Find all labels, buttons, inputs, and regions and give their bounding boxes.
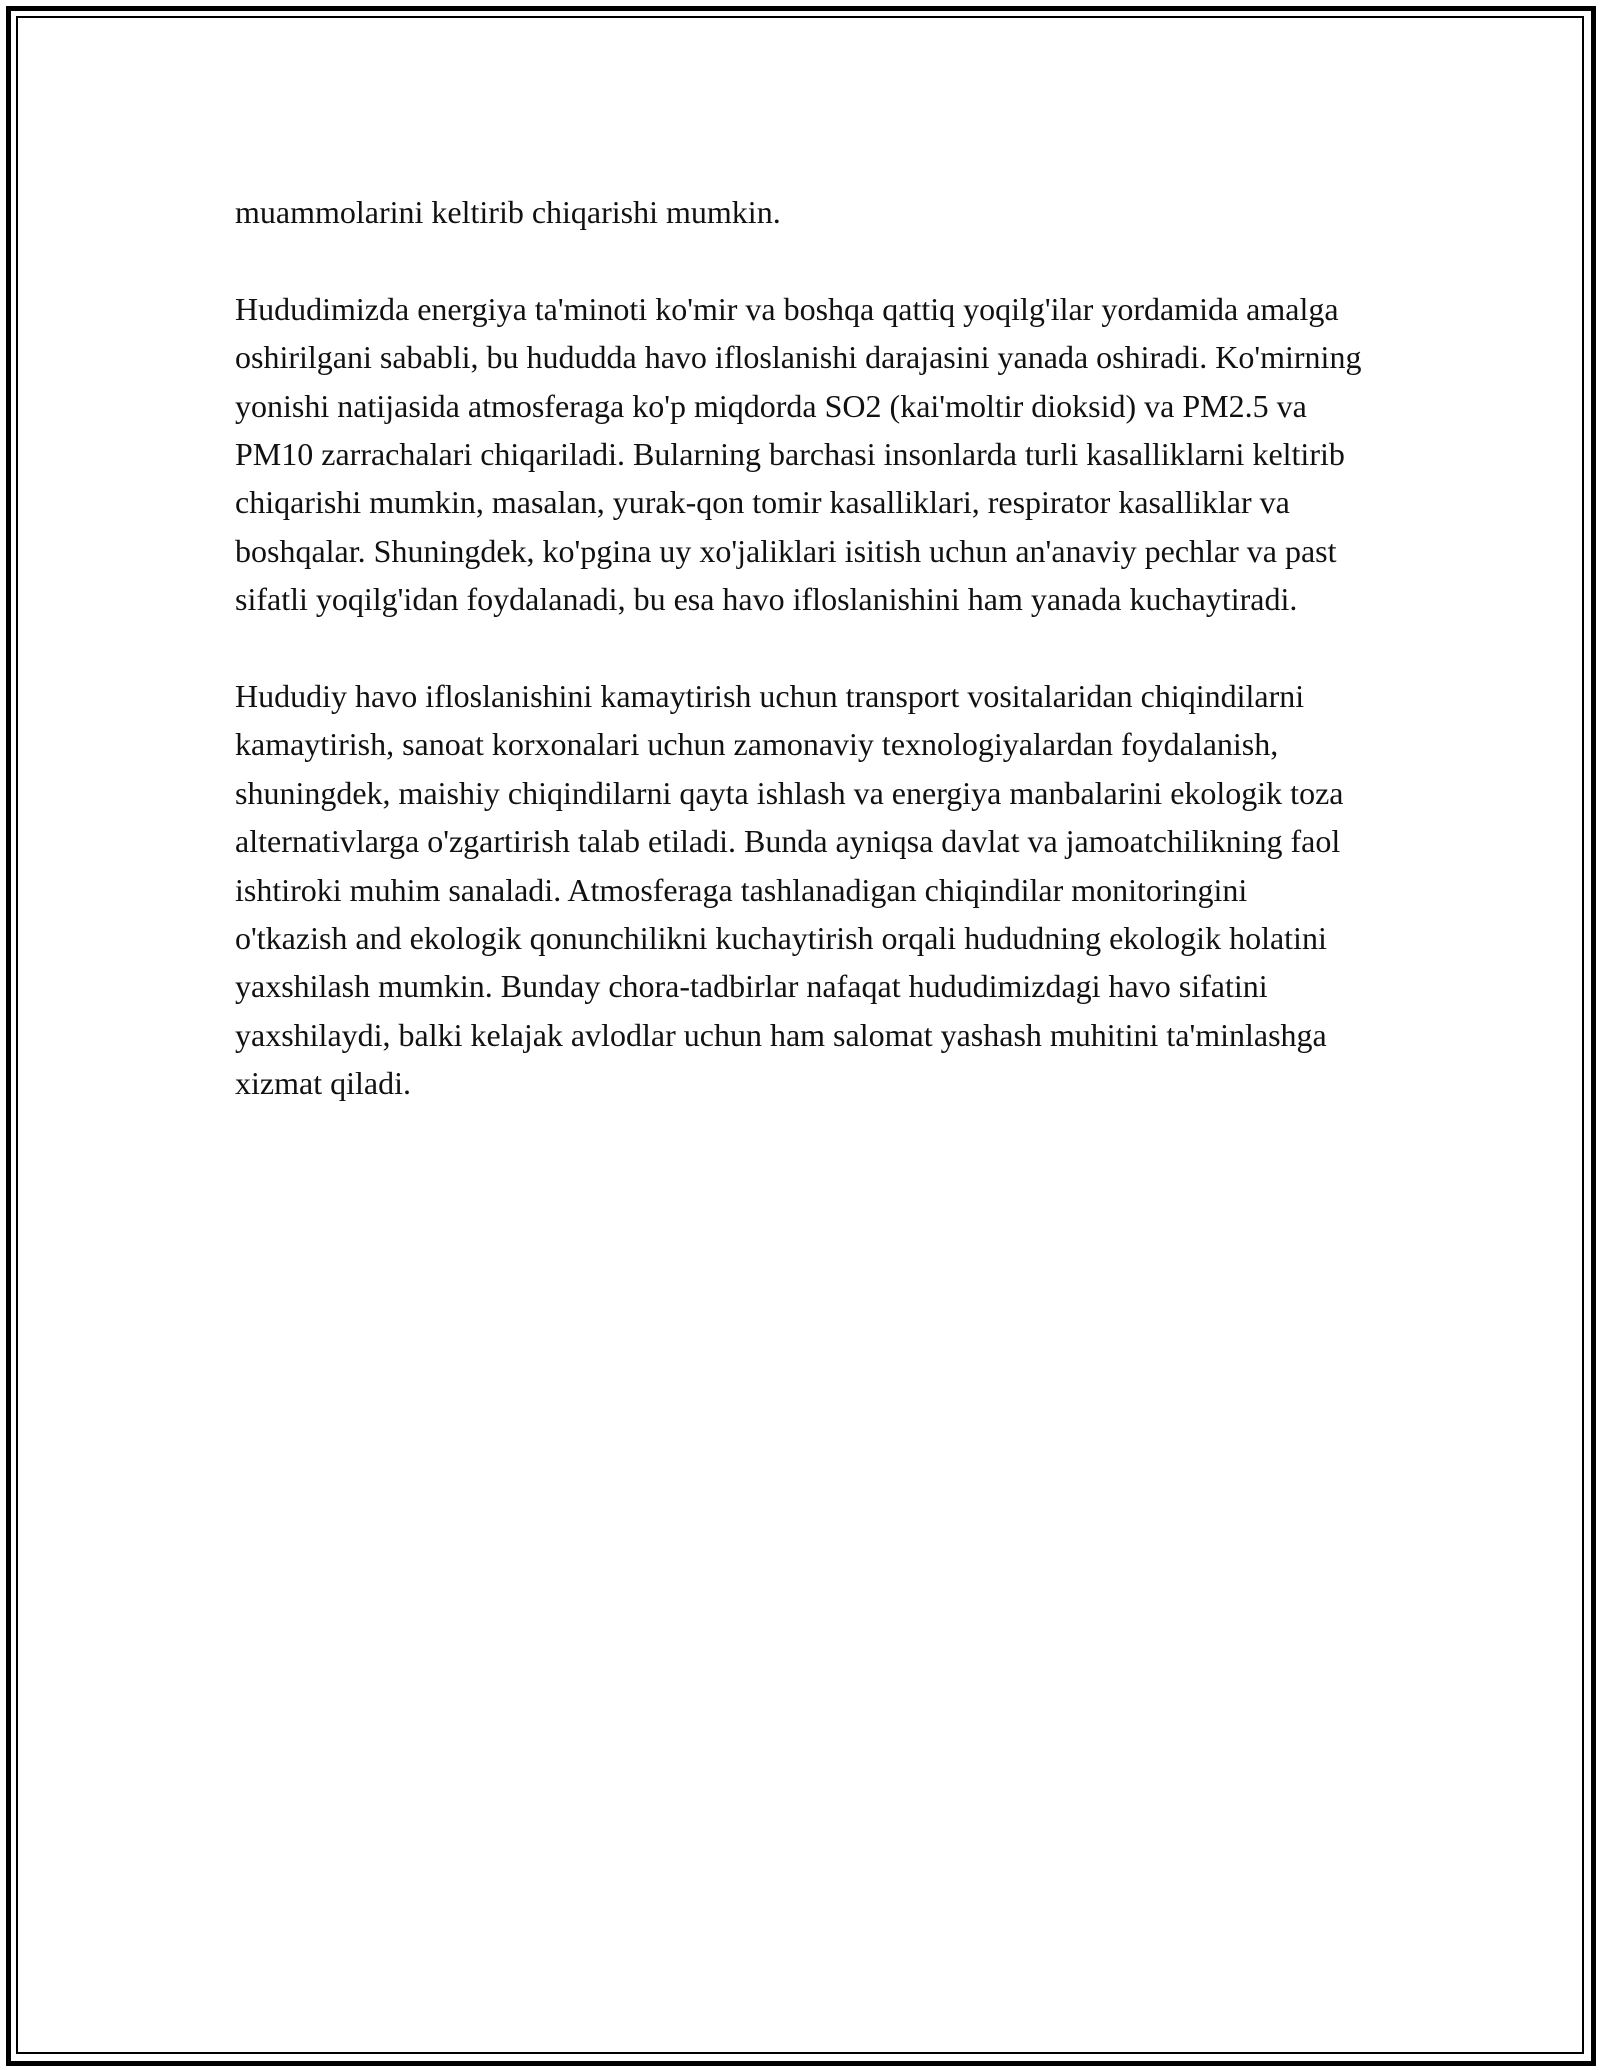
paragraph-2: Hududimizda energiya ta'minoti ko'mir va boshqa qattiq yoqilg'ilar yordamida amalga oshirilgani sababli, bu hududda havo ifloslanishi darajasini yanada oshiradi. Ko'mirning yonishi natijasida atmosferaga ko'p miqdorda SO2 (kai'moltir dioksid) va PM2.5 va PM10 zarrachalari chiqariladi. Bularning barchasi insonlarda turli kasalliklarni keltirib chiqarishi mumkin, masalan, yurak-qon tomir kasalliklari, respirator kasalliklar va boshqalar. Shuningdek, ko'pgina uy xo'jaliklari isitish uchun an'anaviy pechlar va past sifatli yoqilg'idan foydalanadi, bu esa havo ifloslanishini ham yanada kuchaytiradi. [235,290,1362,618]
paragraph-1: muammolarini keltirib chiqarishi mumkin. [235,194,781,230]
paragraph-3: Hududiy havo ifloslanishini kamaytirish uchun transport vositalaridan chiqindilarni kamaytirish, sanoat korxonalari uchun zamonaviy texnologiyalardan foydalanish, shuningdek, maishiy chiqindilarni qayta ishlash va energiya manbalarini ekologik toza alternativlarga o'zgartirish talab etiladi. Bunda ayniqsa davlat va jamoatchilikning faol ishtiroki muhim sanaladi. Atmosferaga tashlanadigan chiqindilar monitoringini o'tkazish and ekologik qonunchilikni kuchaytirish orqali hududning ekologik holatini yaxshilash mumkin. Bunday chora-tadbirlar nafaqat hududimizdagi havo sifatini yaxshilaydi, balki kelajak avlodlar uchun ham salomat yashash muhitini ta'minlashga xizmat qiladi. [235,678,1344,1102]
document-body [235,188,1365,1156]
